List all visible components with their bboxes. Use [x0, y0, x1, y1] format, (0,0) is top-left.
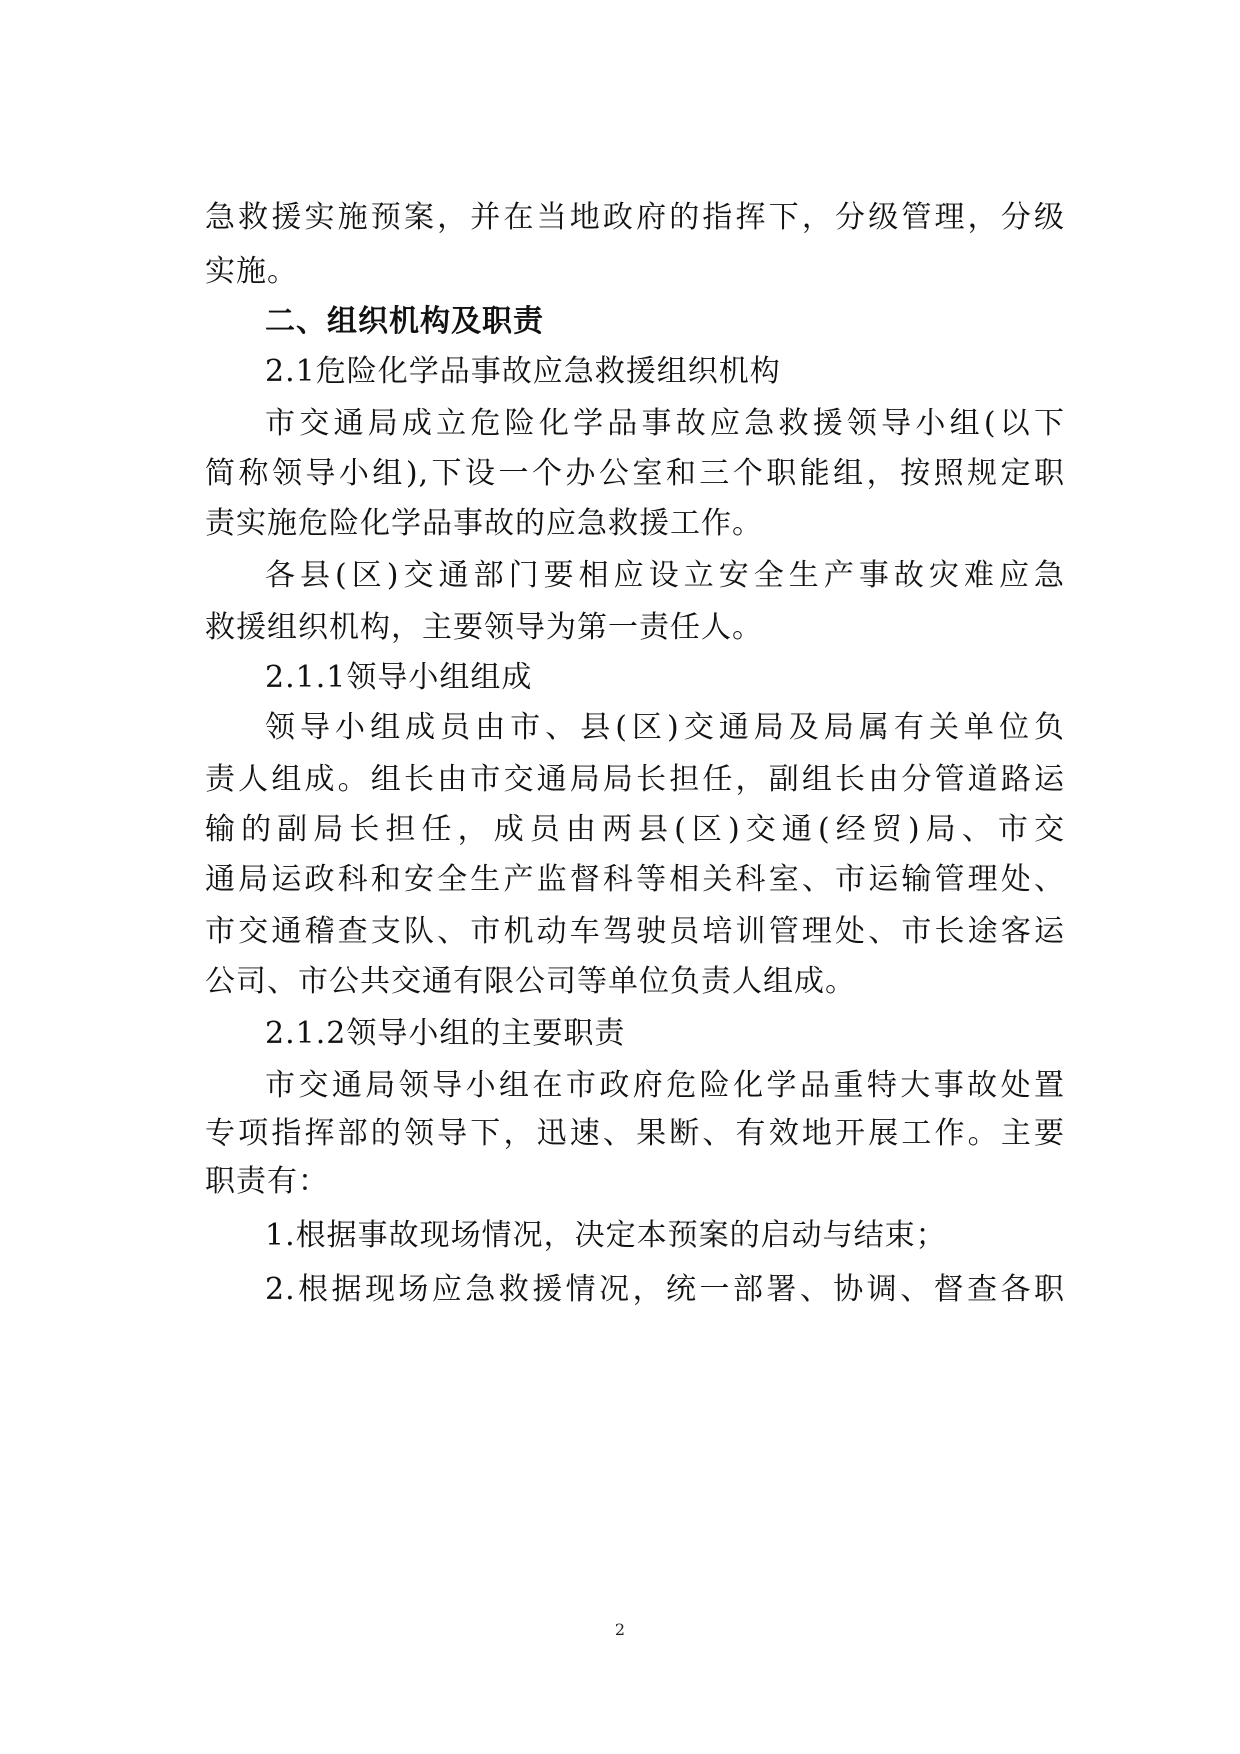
paragraph-line: 急救援实施预案，并在当地政府的指挥下，分级管理，分级: [205, 200, 1065, 235]
paragraph-line: 责实施危险化学品事故的应急救援工作。: [205, 506, 763, 541]
list-item: 1.根据事故现场情况，决定本预案的启动与结束；: [265, 1218, 947, 1253]
subsection-heading: 2.1.1领导小组组成: [265, 660, 533, 695]
paragraph-line: 领导小组成员由市、县(区)交通局及局属有关单位负: [265, 710, 1065, 745]
page-number: 2: [614, 1620, 626, 1639]
paragraph-line: 市交通稽查支队、市机动车驾驶员培训管理处、市长途客运: [205, 914, 1065, 949]
section-heading: 二、组织机构及职责: [265, 304, 544, 339]
paragraph-line: 市交通局成立危险化学品事故应急救援领导小组(以下: [265, 406, 1065, 441]
subsection-heading: 2.1.2领导小组的主要职责: [265, 1016, 626, 1051]
paragraph-line: 市交通局领导小组在市政府危险化学品重特大事故处置: [265, 1068, 1065, 1103]
paragraph-line: 简称领导小组),下设一个办公室和三个职能组，按照规定职: [205, 456, 1065, 491]
paragraph-line: 专项指挥部的领导下，迅速、果断、有效地开展工作。主要: [205, 1116, 1065, 1151]
paragraph-line: 救援组织机构，主要领导为第一责任人。: [205, 610, 763, 645]
paragraph-line: 各县(区)交通部门要相应设立安全生产事故灾难应急: [265, 558, 1065, 593]
paragraph-line: 职责有：: [205, 1164, 329, 1199]
paragraph-line: 公司、市公共交通有限公司等单位负责人组成。: [205, 964, 856, 999]
paragraph-line: 实施。: [205, 254, 298, 289]
paragraph-line: 责人组成。组长由市交通局局长担任，副组长由分管道路运: [205, 762, 1065, 797]
list-item: 2.根据现场应急救援情况，统一部署、协调、督查各职: [265, 1272, 1065, 1307]
subsection-heading: 2.1危险化学品事故应急救援组织机构: [265, 354, 781, 389]
paragraph-line: 输的副局长担任，成员由两县(区)交通(经贸)局、市交: [205, 812, 1065, 847]
paragraph-line: 通局运政科和安全生产监督科等相关科室、市运输管理处、: [205, 862, 1065, 897]
